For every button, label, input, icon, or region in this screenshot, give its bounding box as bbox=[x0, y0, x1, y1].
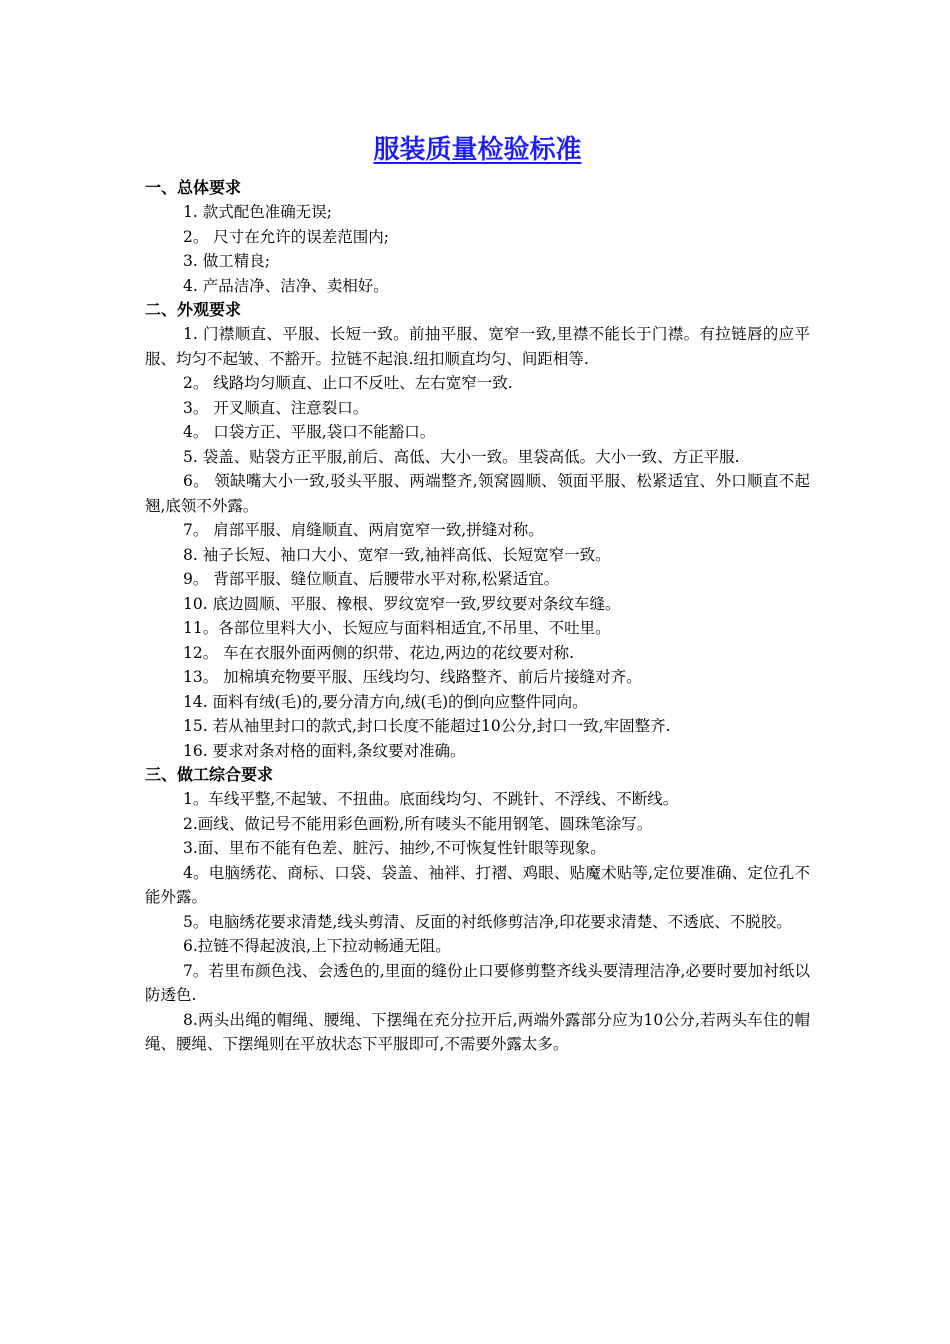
list-item: 1. 款式配色准确无误; bbox=[183, 203, 332, 221]
list-item: 3. 做工精良; bbox=[183, 252, 270, 270]
document-title: 服装质量检验标准 bbox=[373, 135, 582, 165]
list-item: 8.两头出绳的帽绳、腰绳、下摆绳在充分拉开后,两端外露部分应为10公分,若两头车住的帽绳、腰绳、下摆绳则在平放状态下平服即可,不需要外露太多。 bbox=[145, 1010, 810, 1053]
section-heading: 三、做工综合要求 bbox=[145, 765, 274, 784]
list-item: 6.拉链不得起波浪,上下拉动畅通无阻。 bbox=[183, 937, 451, 955]
list-item: 11。各部位里料大小、长短应与面料相适宜,不吊里、不吐里。 bbox=[183, 619, 611, 637]
list-item: 15. 若从袖里封口的款式,封口长度不能超过10公分,封口一致,牢固整齐. bbox=[183, 717, 671, 735]
list-item: 7。 肩部平服、肩缝顺直、两肩宽窄一致,拼缝对称。 bbox=[183, 521, 544, 539]
section-heading: 二、外观要求 bbox=[145, 300, 242, 319]
list-item: 2.画线、做记号不能用彩色画粉,所有唛头不能用钢笔、圆珠笔涂写。 bbox=[183, 814, 653, 833]
list-item: 6。 领缺嘴大小一致,驳头平服、两端整齐,领窝圆顺、领面平服、松紧适宜、外口顺直不起翘,底领不外露。 bbox=[145, 472, 810, 515]
list-item: 4。 口袋方正、平服,袋口不能豁口。 bbox=[183, 423, 436, 441]
list-item: 14. 面料有绒(毛)的,要分清方向,绒(毛)的倒向应整件同向。 bbox=[183, 692, 588, 711]
section-workmanship bbox=[145, 763, 810, 1057]
list-item: 3。 开叉顺直、注意裂口。 bbox=[183, 398, 369, 417]
list-item: 7。若里布颜色浅、会透色的,里面的缝份止口要修剪整齐线头要清理洁净,必要时要加衬纸以防透色. bbox=[145, 961, 810, 1004]
list-item: 1。车线平整,不起皱、不扭曲。底面线均匀、不跳针、不浮线、不断线。 bbox=[183, 790, 679, 808]
list-item: 12。 车在衣服外面两侧的织带、花边,两边的花纹要对称. bbox=[183, 643, 575, 662]
list-item: 3.面、里布不能有色差、脏污、抽纱,不可恢复性针眼等现象。 bbox=[183, 839, 606, 857]
list-item: 2。 线路均匀顺直、止口不反吐、左右宽窄一致. bbox=[183, 374, 513, 392]
list-item: 4。电脑绣花、商标、口袋、袋盖、袖袢、打褶、鸡眼、贴魔术贴等,定位要准确、定位孔不能外露。 bbox=[145, 863, 810, 906]
list-item: 10. 底边圆顺、平服、橡根、罗纹宽窄一致,罗纹要对条纹车缝。 bbox=[183, 594, 621, 613]
list-item: 1. 门襟顺直、平服、长短一致。前抽平服、宽窄一致,里襟不能长于门襟。有拉链唇的应平服、均匀不起皱、不豁开。拉链不起浪.纽扣顺直均匀、间距相等. bbox=[145, 325, 810, 368]
list-item: 13。 加棉填充物要平服、压线均匀、线路整齐、前后片接缝对齐。 bbox=[183, 668, 642, 686]
section-general bbox=[145, 176, 810, 298]
section-heading: 一、总体要求 bbox=[145, 178, 242, 197]
list-item: 16. 要求对条对格的面料,条纹要对准确。 bbox=[183, 741, 466, 760]
list-item: 5。电脑绣花要求清楚,线头剪清、反面的衬纸修剪洁净,印花要求清楚、不透底、不脱胶。 bbox=[183, 912, 792, 931]
section-appearance bbox=[145, 298, 810, 763]
list-item: 8. 袖子长短、袖口大小、宽窄一致,袖袢高低、长短宽窄一致。 bbox=[183, 545, 611, 564]
list-item: 9。 背部平服、缝位顺直、后腰带水平对称,松紧适宜。 bbox=[183, 570, 560, 588]
document-page bbox=[145, 130, 810, 1057]
list-item: 2。 尺寸在允许的误差范围内; bbox=[183, 227, 390, 246]
list-item: 5. 袋盖、贴袋方正平服,前后、高低、大小一致。里袋高低。大小一致、方正平服. bbox=[183, 447, 740, 466]
list-item: 4. 产品洁净、洁净、卖相好。 bbox=[183, 276, 389, 295]
